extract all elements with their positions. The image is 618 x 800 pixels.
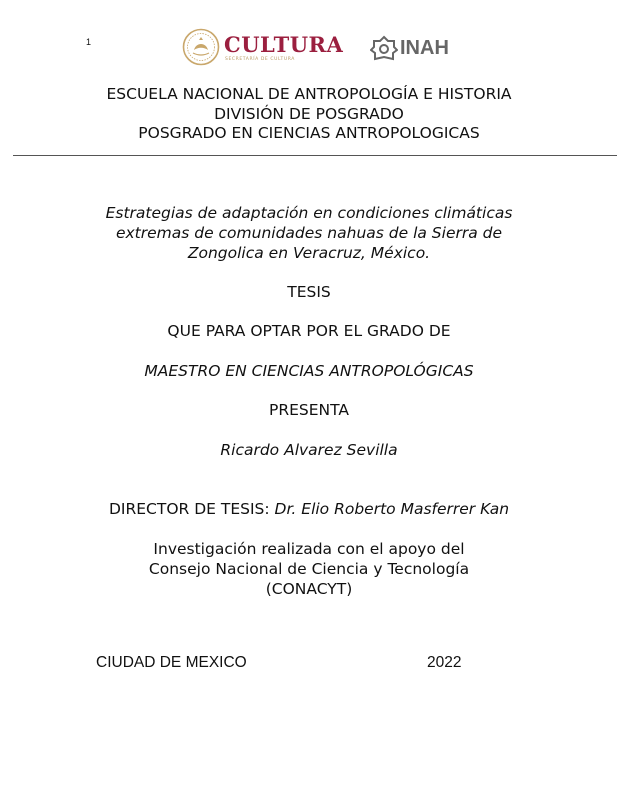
title-line-2: extremas de comunidades nahuas de la Sierra de: [115, 224, 503, 242]
thesis-title: [0, 203, 618, 263]
cultura-logo-text: CULTURA: [224, 32, 344, 57]
inah-glyph-icon: [370, 35, 398, 61]
page-number: 1: [86, 37, 92, 47]
footer-year: 2022: [427, 654, 462, 671]
tesis-label: TESIS: [287, 283, 331, 301]
presenta-label: PRESENTA: [268, 401, 349, 419]
header-division: DIVISIÓN DE POSGRADO: [214, 104, 404, 123]
footer-city: CIUDAD DE MEXICO: [96, 654, 247, 671]
header-program: POSGRADO EN CIENCIAS ANTROPOLOGICAS: [138, 124, 480, 142]
support-line-1: Investigación realizada con el apoyo del: [153, 540, 465, 558]
title-line-3: Zongolica en Veracruz, México.: [187, 244, 431, 262]
institution-header: [0, 85, 618, 144]
director-label: DIRECTOR DE TESIS:: [108, 500, 275, 518]
thesis-director: [0, 499, 618, 519]
degree-name: MAESTRO EN CIENCIAS ANTROPOLÓGICAS: [144, 362, 474, 380]
support-line-2: Consejo Nacional de Ciencia y Tecnología: [148, 560, 470, 578]
header-divider: [13, 155, 617, 156]
director-name: Dr. Elio Roberto Masferrer Kan: [274, 500, 510, 518]
grade-intro: QUE PARA OPTAR POR EL GRADO DE: [167, 322, 451, 340]
header-school: ESCUELA NACIONAL DE ANTROPOLOGÍA E HISTORIA: [106, 85, 512, 103]
inah-logo-text: INAH: [400, 37, 449, 59]
logo-bar: [182, 28, 462, 68]
title-line-1: Estrategias de adaptación en condiciones climáticas: [105, 204, 513, 222]
cultura-seal-icon: [182, 28, 220, 66]
author-name: Ricardo Alvarez Sevilla: [220, 441, 398, 459]
funding-note: [0, 539, 618, 599]
support-line-3: (CONACYT): [265, 580, 353, 598]
cultura-logo-subtext: SECRETARÍA DE CULTURA: [225, 57, 295, 62]
